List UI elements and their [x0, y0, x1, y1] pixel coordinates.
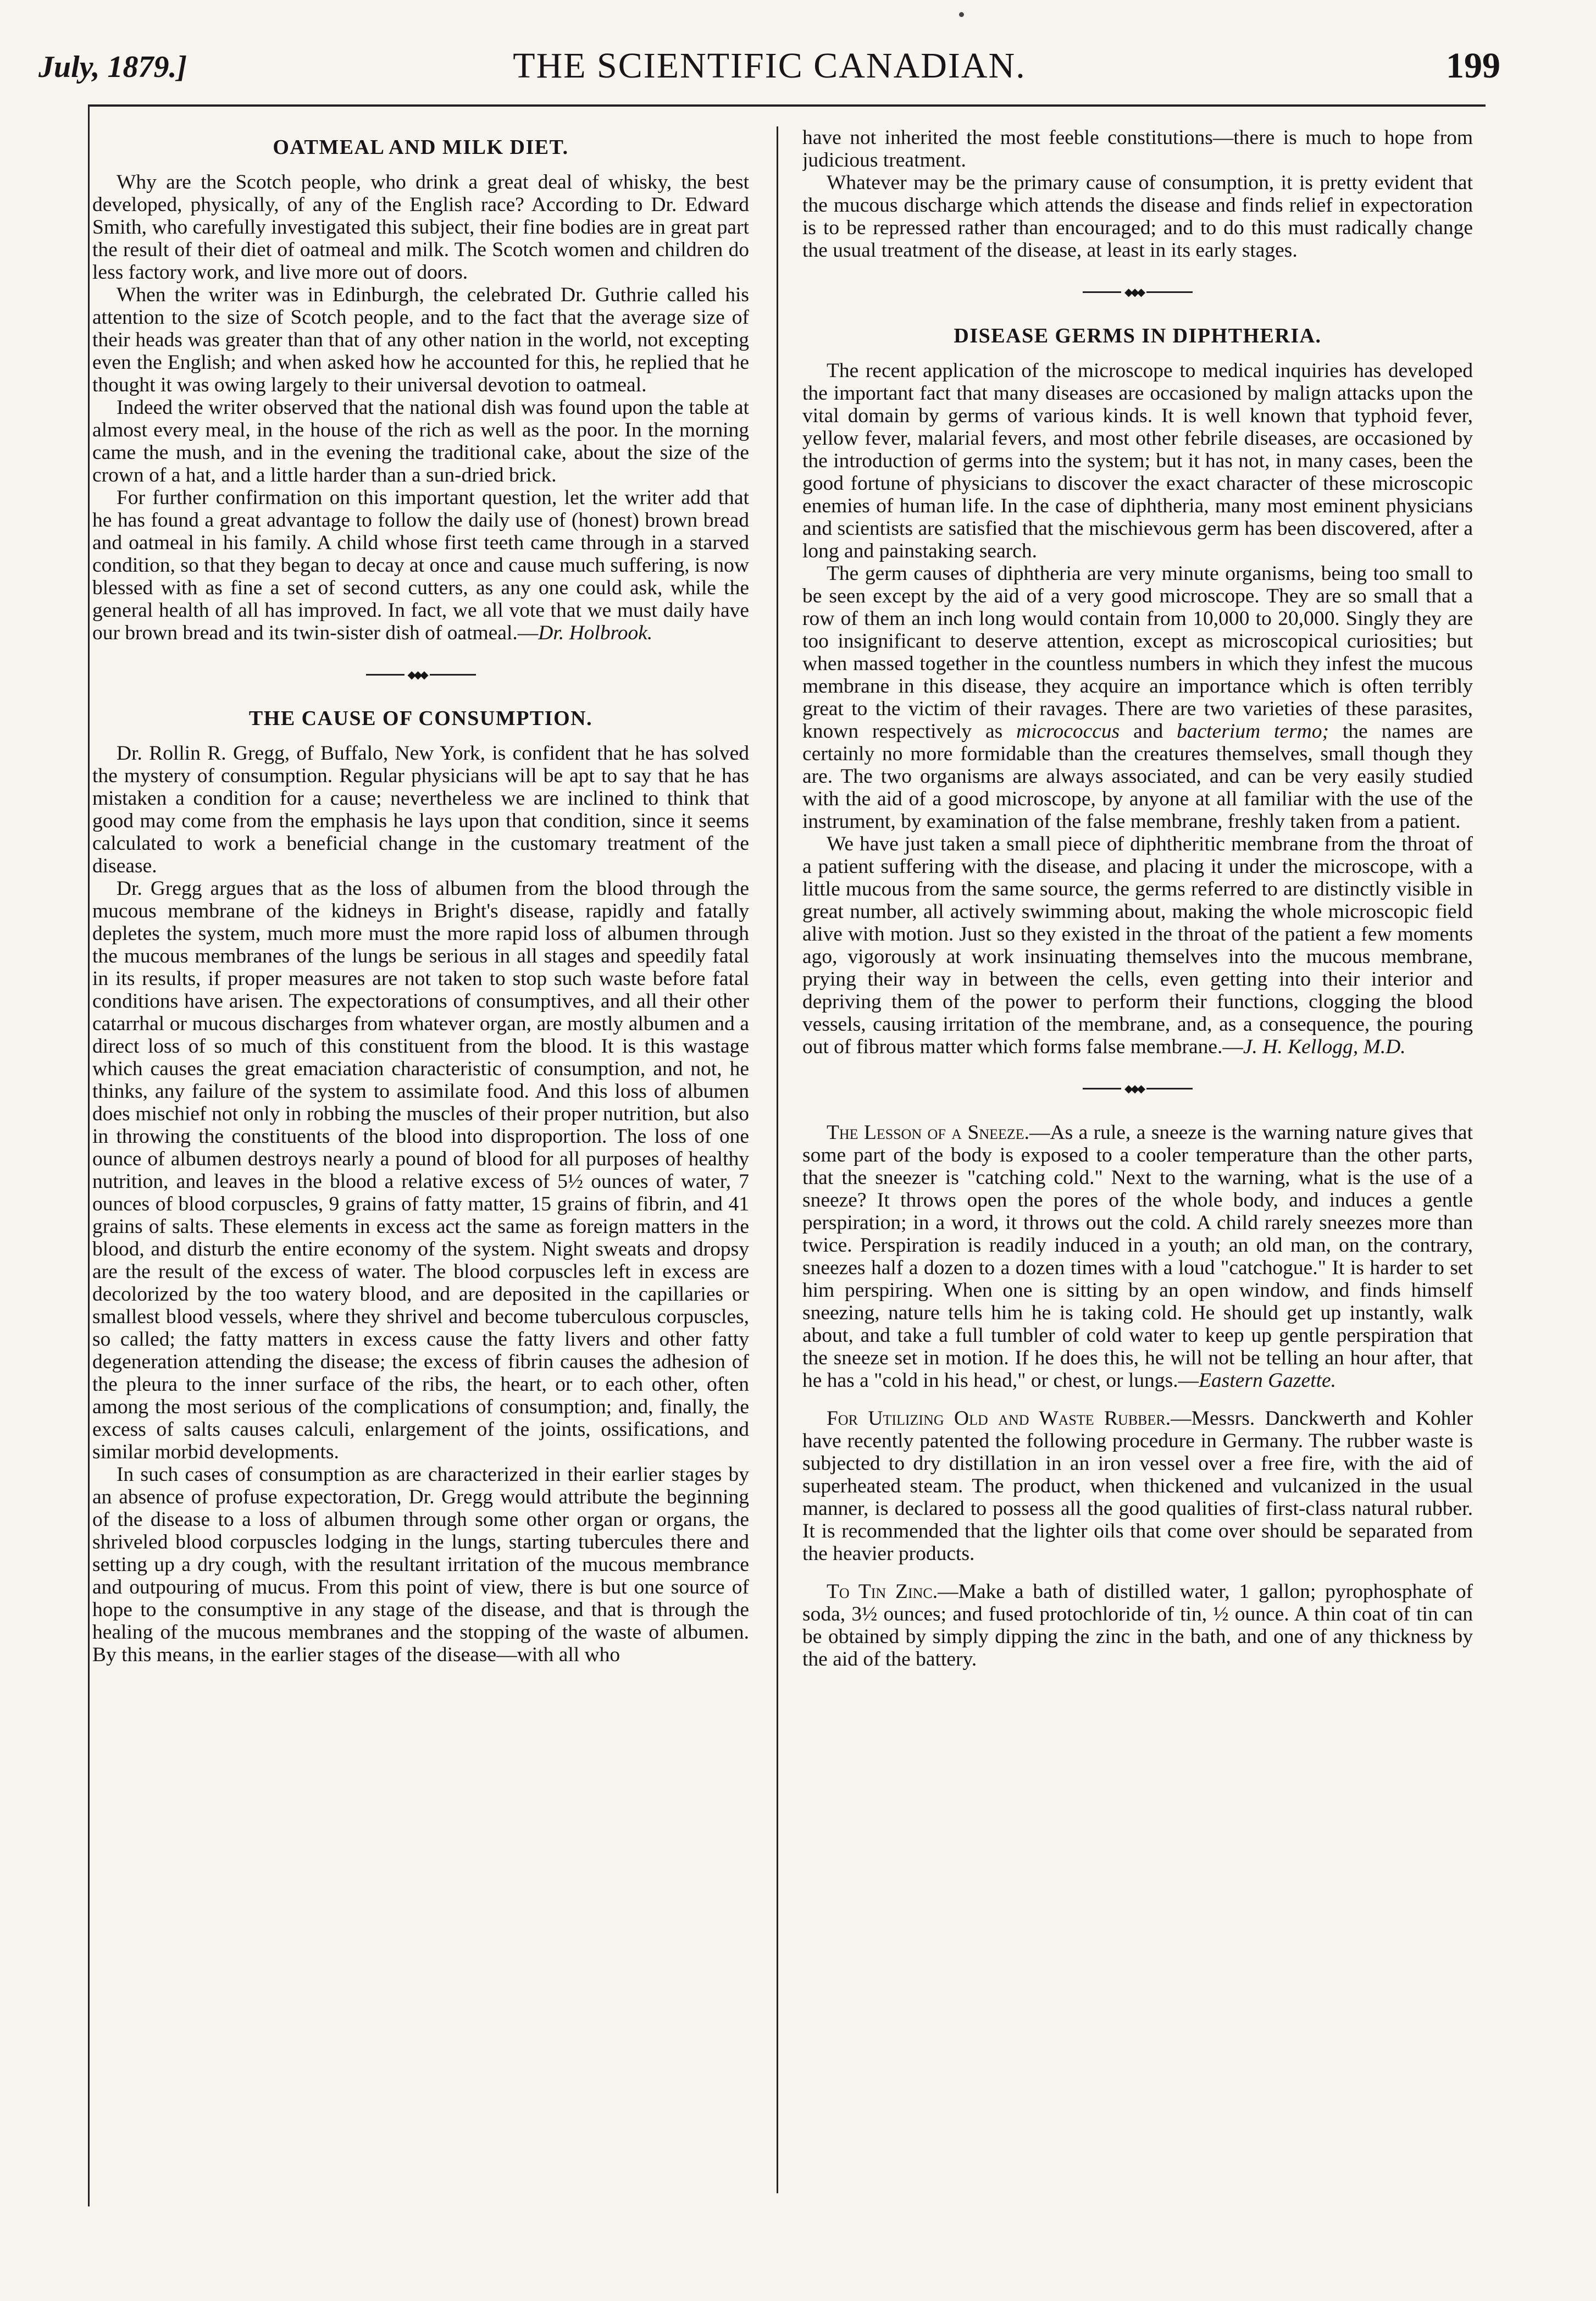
article-heading: OATMEAL AND MILK DIET. — [273, 136, 569, 159]
note-body: —As a rule, a sneeze is the warning nature gives that some part of the body is exposed to a cooler temperature than the other parts, that the sneezer is "catching cold." Next to the warning, what is the use of a sneeze? It throws open the pores of the whole body, and induces a gentle perspiration; in a word, it throws out the cold. A child rarely sneezes more than twice. Perspiration is readily induced in a youth; an old man, on the contrary, sneezes half a dozen to a dozen times with a loud "catchogue." It is harder to set him perspiring. When one is sitting by an open window, and finds himself sneezing, nature tells him he is taking cold. He should get up instantly, walk about, and take a full tumbler of cold water to keep up gentle perspiration that the sneeze set in motion. If he does this, he will not be telling an hour after, that he has a "cold in his head," or chest, or lungs.— — [802, 1121, 1473, 1392]
paragraph: In such cases of consumption as are characterized in their earlier stages by an absence of profuse expectoration, Dr. Gregg would attribute the beginning of the disease to a loss of albumen through some other organ or organs, the shriveled blood corpuscles lodging in the lungs, starting tubercules there and setting up a dry cough, with the resultant irritation of the mucous membrance and outpouring of mucus. From this point of view, there is but one source of hope to the consumptive in any stage of the disease, and that is through the healing of the mucous membranes and the stopping of the waste of albumen. By this means, in the earlier stages of the disease—with all who — [92, 1463, 749, 1666]
journal-title: THE SCIENTIFIC CANADIAN. — [513, 46, 1026, 86]
paragraph-text: We have just taken a small piece of diphtheritic membrane from the throat of a patient suffering with the disease, and placing it under the microscope, with a little mucous from the same source, the germs referred to are distinctly visible in great number, all actively swimming about, making the whole microscopic field alive with motion. Just so they existed in the throat of the patient a few moments ago, vigorously at work insinuating themselves into the mucous membrane, prying their way in between the cells, even getting into their interior and depriving them of the power to perform their functions, clogging the blood vessels, causing irritation of the membrane, and, as a consequence, the pouring out of fibrous matter which forms false membrane.— — [802, 833, 1473, 1058]
latin-term: bacterium termo; — [1177, 720, 1329, 743]
paragraph-text: For further confirmation on this important question, let the writer add that he has found a great advantage to follow the daily use of (honest) brown bread and oatmeal in his family. A child whose first teeth came through in a starved condition, so that they began to decay at once and cause much suffering, is now blessed with as fine a set of second cutters, as any one could ask, while the general health of all has improved. In fact, we all vote that we must daily have our brown bread and its twin-sister dish of oatmeal.— — [92, 486, 749, 644]
note-rubber — [802, 1407, 1473, 1565]
article-heading: DISEASE GERMS IN DIPHTHERIA. — [954, 324, 1322, 347]
latin-term: micrococcus — [1016, 720, 1120, 743]
right-column — [802, 126, 1473, 2193]
paragraph — [802, 833, 1473, 1058]
note-title: To Tin Zinc. — [827, 1580, 938, 1603]
paragraph-text: The germ causes of diphtheria are very minute organisms, being too small to be seen except by the aid of a very good microscope. They are so small that a row of them an inch long would contain from 10,000 to 20,000. Singly they are too insignificant to deserve attention, except as microscopical curiosities; but when massed together in the countless numbers in which they infest the mucous membrane in this disease, they acquire an importance which is often terribly great to the victim of their ravages. There are two varieties of these parasites, known respectively as — [802, 562, 1473, 743]
byline: J. H. Kellogg, M.D. — [1243, 1036, 1406, 1058]
left-column — [92, 126, 749, 2193]
page-number: 199 — [1446, 46, 1500, 86]
note-title: The Lesson of a Sneeze. — [827, 1121, 1030, 1144]
article-heading: THE CAUSE OF CONSUMPTION. — [248, 707, 593, 730]
article-consumption-continued — [802, 126, 1473, 262]
paragraph — [802, 562, 1473, 833]
paragraph: Indeed the writer observed that the national dish was found upon the table at almost every meal, in the house of the rich as well as the poor. In the morning came the mush, and in the evening the traditional cake, about the size of the crown of a hat, and a little harder than a sun-dried brick. — [92, 396, 749, 486]
note-body: —Make a bath of distilled water, 1 gallon; pyrophosphate of soda, 3½ ounces; and fused protochloride of tin, ½ ounce. A thin coat of tin can be obtained by simply dipping the zinc in the bath, and one of any thickness by the aid of the battery. — [802, 1580, 1473, 1671]
issue-date: July, 1879.] — [38, 50, 187, 84]
section-ornament — [802, 1080, 1473, 1097]
section-ornament — [802, 284, 1473, 300]
note-sneeze — [802, 1121, 1473, 1392]
paragraph: have not inherited the most feeble constitutions—there is much to hope from judicious treatment. — [802, 126, 1473, 172]
running-head — [38, 40, 1500, 100]
paragraph: Whatever may be the primary cause of consumption, it is pretty evident that the mucous discharge which attends the disease and finds relief in expectoration is to be repressed rather than encouraged; and to do this must radically change the usual treatment of the disease, at least in its early stages. — [802, 172, 1473, 262]
article-oatmeal — [92, 136, 749, 644]
note-zinc — [802, 1580, 1473, 1671]
article-diphtheria — [802, 325, 1473, 1058]
scan-speck — [959, 12, 964, 17]
paragraph-text: and — [1120, 720, 1177, 743]
section-ornament — [92, 666, 749, 683]
paragraph: The recent application of the microscope to medical inquiries has developed the important fact that many diseases are occasioned by malign attacks upon the vital domain by germs of various kinds. It is well known that typhoid fever, yellow fever, malarial fevers, and most other febrile diseases, are occasioned by the introduction of germs into the system; but it has not, in many cases, been the good fortune of physicians to discover the exact character of these microscopic enemies of human life. In the case of diphtheria, many most eminent physicians and scientists are satisfied that the mischievous germ has been discovered, after a long and painstaking search. — [802, 359, 1473, 562]
byline: Dr. Holbrook. — [538, 622, 653, 644]
paragraph: Dr. Rollin R. Gregg, of Buffalo, New York, is confident that he has solved the mystery of consumption. Regular physicians will be apt to say that he has mistaken a condition for a cause; nevertheless we are inclined to think that good may come from the emphasis he lays upon that condition, since it seems calculated to work a beneficial change in the customary treatment of the disease. — [92, 742, 749, 877]
paragraph-text: the names are certainly no more formidable than the creatures themselves, small though they are. The two organisms are always associated, and can be very easily studied with the aid of a good microscope, by anyone at all familiar with the use of the instrument, by examination of the false membrane, freshly taken from a patient. — [802, 720, 1473, 833]
column-rule — [777, 126, 778, 2193]
note-title: For Utilizing Old and Waste Rubber. — [827, 1407, 1171, 1430]
paragraph — [92, 486, 749, 644]
byline: Eastern Gazette. — [1199, 1369, 1337, 1392]
note-body: —Messrs. Danckwerth and Kohler have recently patented the following procedure in Germany. The rubber waste is subjected to dry distillation in an iron vessel over a free fire, with the aid of superheated steam. The product, when thickened and vulcanized in the usual manner, is declared to possess all the good qualities of first-class natural rubber. It is recommended that the lighter oils that come over should be separated from the heavier products. — [802, 1407, 1473, 1565]
paragraph: Dr. Gregg argues that as the loss of albumen from the blood through the mucous membrane of the kidneys in Bright's disease, rapidly and fatally depletes the system, much more must the more rapid loss of albumen through the mucous membranes of the lungs be serious in all stages and speedily fatal in its results, if proper measures are not taken to stop such waste before fatal conditions have arisen. The expectorations of consumptives, and all their other catarrhal or mucous discharges from whatever organ, are mostly albumen and a direct loss of so much of this constituent from the blood. It is this wastage which causes the great emaciation characteristic of consumption, and not, he thinks, any failure of the system to assimilate food. And this loss of albumen does mischief not only in robbing the muscles of their proper nutrition, but also in throwing the constituents of the blood into disproportion. The loss of one ounce of albumen destroys nearly a pound of blood for all purposes of healthy nutrition, and leaves in the blood a relative excess of 5½ ounces of water, 7 ounces of blood corpuscles, 9 grains of fatty matter, 15 grains of fibrin, and 41 grains of salts. These elements in excess act the same as foreign matters in the blood, and disturb the entire economy of the system. Night sweats and dropsy are the result of the excess of water. The blood corpuscles left in excess are decolorized by the too watery blood, and are deposited in the capillaries or smallest blood vessels, where they shrivel and become tuberculous corpuscles, so called; the fatty matters in excess cause the fatty livers and other fatty degeneration attending the disease; the excess of fibrin causes the adhesion of the pleura to the inner surface of the ribs, the heart, or to each other, often among the most serious of the complications of consumption; and, finally, the excess of salts causes calculi, enlargement of the joints, ossifications, and similar morbid developments. — [92, 877, 749, 1463]
article-consumption — [92, 707, 749, 1666]
paragraph: Why are the Scotch people, who drink a great deal of whisky, the best developed, physically, of any of the English race? According to Dr. Edward Smith, who carefully investigated this subject, their fine bodies are in great part the result of their diet of oatmeal and milk. The Scotch women and children do less factory work, and live more out of doors. — [92, 171, 749, 284]
paragraph: When the writer was in Edinburgh, the celebrated Dr. Guthrie called his attention to the size of Scotch people, and to the fact that the average size of their heads was greater than that of any other nation in the world, not excepting even the English; and when asked how he accounted for this, he replied that he thought it was owing largely to their universal devotion to oatmeal. — [92, 284, 749, 396]
